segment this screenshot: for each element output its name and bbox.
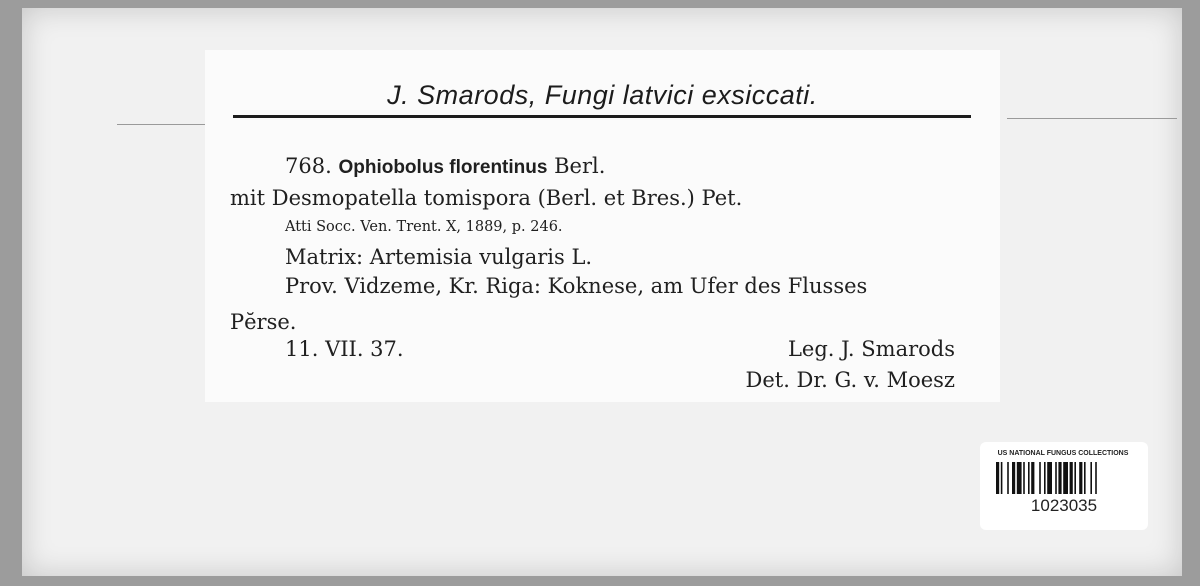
envelope-crease-left <box>117 124 217 125</box>
species-author: Berl. <box>554 154 606 178</box>
collector: Leg. J. Smarods <box>787 337 955 361</box>
collection-date: 11. VII. 37. <box>285 337 404 361</box>
barcode-title: US NATIONAL FUNGUS COLLECTIONS <box>997 450 1129 457</box>
entry-number: 768. <box>285 154 332 178</box>
associated-species: mit Desmopatella tomispora (Berl. et Bres.) Pet. <box>230 186 743 210</box>
envelope-crease-right <box>1007 118 1177 119</box>
literature-citation: Atti Socc. Ven. Trent. X, 1889, p. 246. <box>285 219 563 235</box>
barcode-number: 1023035 <box>1030 496 1098 515</box>
herbarium-label <box>205 50 1000 402</box>
determiner: Det. Dr. G. v. Moesz <box>745 368 955 392</box>
entry-line-species <box>285 154 605 179</box>
barcode-sticker <box>980 442 1148 530</box>
header-rule <box>233 115 971 118</box>
locality-line: Prov. Vidzeme, Kr. Riga: Koknese, am Ufer des Flusses <box>285 274 868 298</box>
locality-continuation: Pĕrse. <box>230 310 297 334</box>
label-header: J. Smarods, Fungi latvici exsiccati. <box>387 80 818 110</box>
matrix-line: Matrix: Artemisia vulgaris L. <box>285 245 593 269</box>
barcode-icon <box>996 462 1132 494</box>
species-name: Ophiobolus florentinus <box>338 157 548 178</box>
